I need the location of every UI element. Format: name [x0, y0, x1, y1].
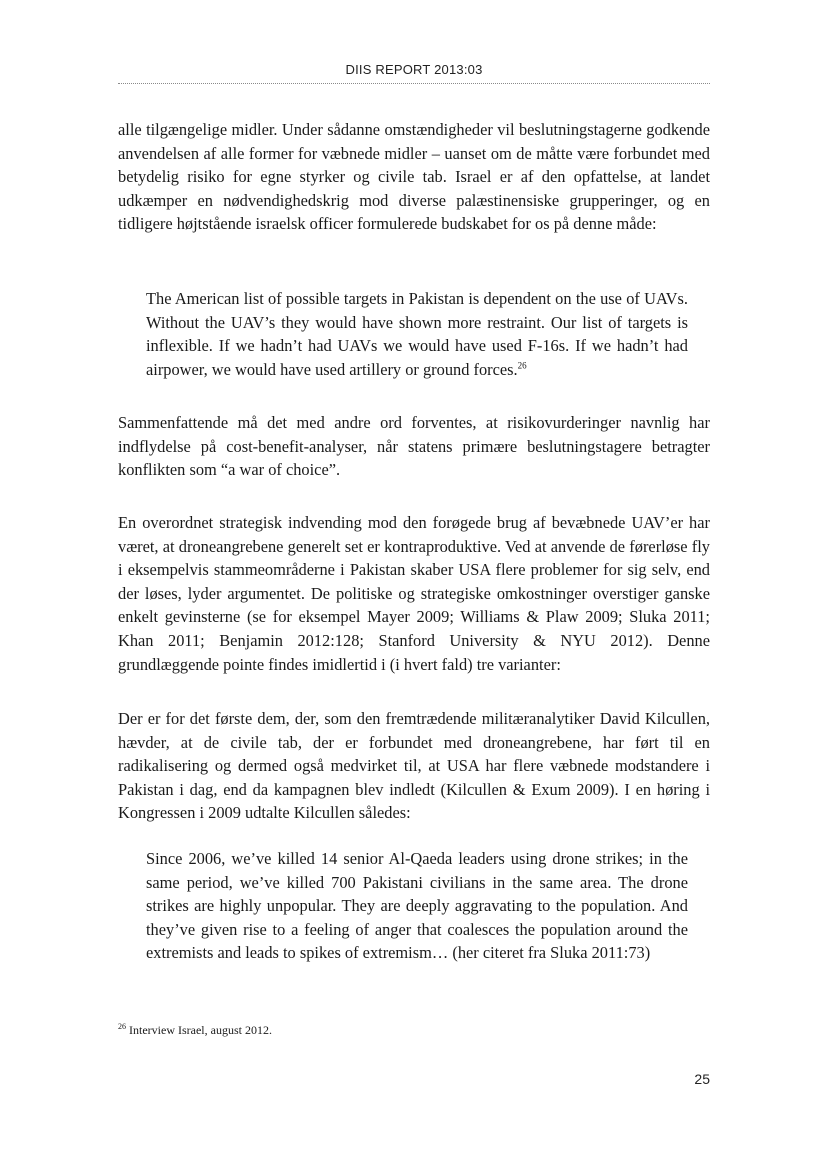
block-quote-1: [146, 287, 688, 381]
footnote: [118, 1022, 710, 1038]
body-paragraph-2: Sammenfattende må det med andre ord forventes, at risikovurderinger navnlig har indflydelse på cost-benefit-analyser, når statens primære beslutningstagere betragter konflikten som “a war of choice”.: [118, 413, 710, 480]
footnote-text: Interview Israel, august 2012.: [126, 1023, 272, 1037]
body-paragraph-4: Der er for det første dem, der, som den fremtrædende militæranalytiker David Kilcullen, hævder, at de civile tab, der er forbundet med droneangrebene, har ført til en radikalisering og dermed også medvirket til, at USA har flere væbnede modstandere i Pakistan i dag, end da kampagnen blev indledt (Kilcullen & Exum 2009). I en høring i Kongressen i 2009 udtalte Kilcullen således:: [118, 709, 710, 823]
footnote-reference-26[interactable]: 26: [517, 360, 527, 371]
block-quote-1-text: The American list of possible targets in Pakistan is dependent on the use of UAVs. Without the UAV’s they would have shown more restraint. Our list of targets is inflexible. If we hadn’t had UAVs we would have used F-16s. If we hadn’t had airpower, we would have used artillery or ground forces.: [146, 289, 688, 379]
block-quote-2: Since 2006, we’ve killed 14 senior Al-Qaeda leaders using drone strikes; in the same period, we’ve killed 700 Pakistani civilians in the same area. The drone strikes are highly unpopular. They are deeply aggravating to the population. And they’ve given rise to a feeling of anger that coalesces the population around the extremists and leads to spikes of extremism… (her citeret fra Sluka 2011:73): [146, 849, 688, 963]
body-paragraph-1: alle tilgængelige midler. Under sådanne omstændigheder vil beslutningstagerne godkende anvendelsen af alle former for væbnede midler – uanset om de måtte være forbundet med betydelig risiko for egne styrker og civile tab. Israel er af den opfattelse, at landet udkæmper en nødvendighedskrig mod diverse palæstinensiske grupperinger, og en tidligere højtstående israelsk officer formulerede budskabet for os på denne måde:: [118, 120, 710, 234]
body-paragraph-3: En overordnet strategisk indvending mod den forøgede brug af bevæbnede UAV’er har været, at droneangrebene generelt set er kontraproduktive. Ved at anvende de førerløse fly i eksempelvis stammeområderne i Pakistan skaber USA flere problemer for sig selv, end der løses, lyder argumentet. De politiske og strategiske omkostninger overstiger ganske enkelt gevinsterne (se for eksempel Mayer 2009; Williams & Plaw 2009; Sluka 2011; Khan 2011; Benjamin 2012:128; Stanford University & NYU 2012). Denne grundlæggende pointe findes imidlertid i (i hvert fald) tre varianter:: [118, 513, 710, 674]
running-header: DIIS REPORT 2013:03: [345, 62, 483, 77]
header-divider: [118, 83, 710, 84]
page-number: 25: [694, 1071, 710, 1087]
footnote-number: 26: [118, 1022, 126, 1031]
